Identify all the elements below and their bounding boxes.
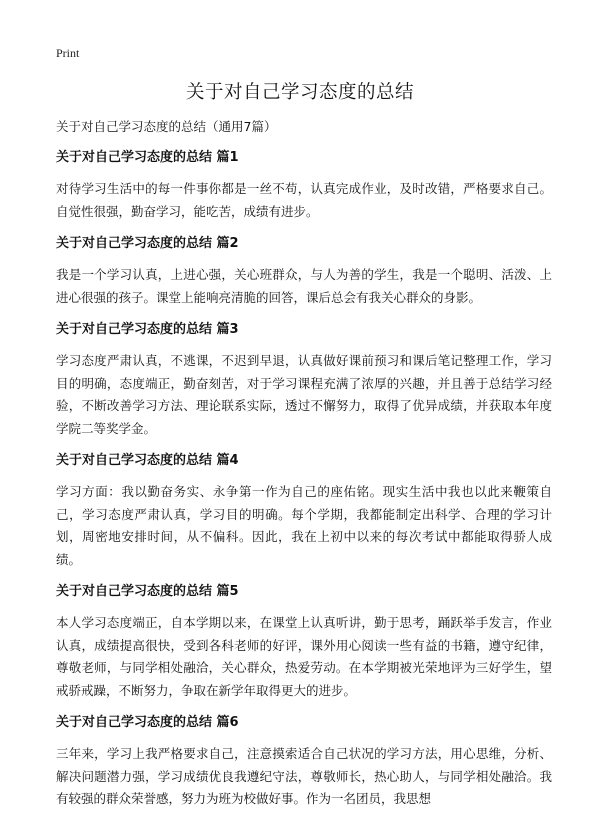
page-title: 关于对自己学习态度的总结 [185,82,414,103]
section-5 [56,583,552,702]
print-link[interactable]: Print [56,46,80,60]
section-body: 本人学习态度端正，自本学期以来，在课堂上认真听讲，勤于思考，踊跃举手发言，作业认真，成绩提高很快，受到各科老师的好评，课外用心阅读一些有益的书籍，遵守纪律，尊敬老师，与同学相处融洽，关心群众，热爱劳动。在本学期被光荣地评为三好学生，望戒骄戒躁，不断努力，争取在新学年取得更大的进步。 [56,615,552,698]
section-body: 学习态度严肃认真，不逃课，不迟到早退，认真做好课前预习和课后笔记整理工作，学习目的明确，态度端正，勤奋刻苦，对于学习课程充满了浓厚的兴趣，并且善于总结学习经验，不断改善学习方法、理论联系实际，透过不懈努力，取得了优异成绩，并获取本年度学院二等奖学金。 [56,353,552,436]
section-heading: 关于对自己学习态度的总结 篇3 [56,322,239,337]
section-body: 我是一个学习认真，上进心强，关心班群众，与人为善的学生，我是一个聪明、活泼、上进心很强的孩子。课堂上能响亮清脆的回答，课后总会有我关心群众的身影。 [56,267,552,305]
section-body: 对待学习生活中的每一件事你都是一丝不苟，认真完成作业，及时改错，严格要求自己。自觉性很强，勤奋学习，能吃苦，成绩有进步。 [56,181,552,219]
section-body: 三年来，学习上我严格要求自己，注意摸索适合自己状况的学习方法，用心思维，分析、解决问题潜力强，学习成绩优良我遵纪守法，尊敬师长，热心助人，与同学相处融洽。我有较强的群众荣誉感，努力为班为校做好事。作为一名团员，我思想 [56,746,552,806]
section-1 [56,149,552,223]
section-heading: 关于对自己学习态度的总结 篇1 [56,150,239,165]
section-heading: 关于对自己学习态度的总结 篇5 [56,584,239,599]
section-3 [56,321,552,440]
document-body [56,118,552,823]
section-heading: 关于对自己学习态度的总结 篇4 [56,453,239,468]
section-2 [56,235,552,309]
section-heading: 关于对自己学习态度的总结 篇2 [56,236,239,251]
section-6 [56,714,552,811]
section-heading: 关于对自己学习态度的总结 篇6 [56,715,239,730]
section-4 [56,452,552,571]
section-body: 学习方面：我以勤奋务实、永争第一作为自己的座佑铭。现实生活中我也以此来鞭策自己，学习态度严肃认真，学习目的明确。每个学期，我都能制定出科学、合理的学习计划，周密地安排时间，从不偏科。因此，我在上初中以来的每次考试中都能取得骄人成绩。 [56,484,552,567]
document-subtitle: 关于对自己学习态度的总结（通用7篇） [56,119,277,134]
